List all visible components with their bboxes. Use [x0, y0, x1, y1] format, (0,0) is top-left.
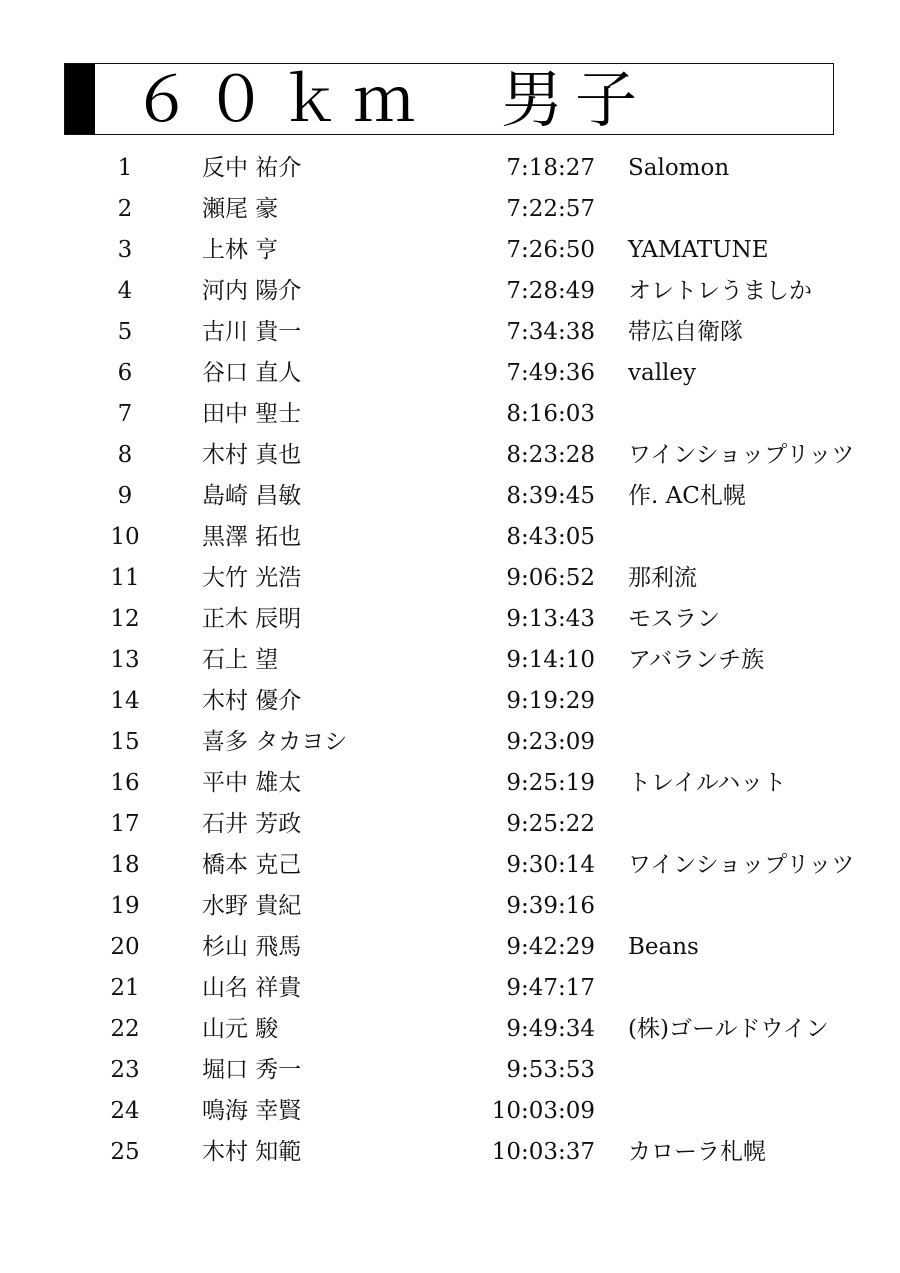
rank-cell: 16 [110, 770, 140, 796]
team-name: ワインショップリッツ [628, 852, 855, 878]
result-row [0, 640, 900, 681]
finish-time: 9:39:16 [506, 893, 595, 919]
finish-time: 9:47:17 [506, 975, 595, 1001]
result-row [0, 1132, 900, 1173]
runner-name: 大竹 光浩 [202, 565, 302, 591]
rank-cell: 8 [117, 442, 133, 468]
result-row [0, 312, 900, 353]
finish-time: 9:19:29 [506, 688, 595, 714]
title-accent-bar [65, 64, 95, 134]
runner-name: 正木 辰明 [202, 606, 302, 632]
finish-time: 9:53:53 [506, 1057, 595, 1083]
finish-time: 9:23:09 [506, 729, 595, 755]
result-row [0, 435, 900, 476]
runner-name: 石上 望 [202, 647, 279, 673]
result-row [0, 271, 900, 312]
finish-time: 7:26:50 [506, 237, 595, 263]
team-name: モスラン [628, 606, 720, 632]
rank-cell: 24 [110, 1098, 140, 1124]
rank-cell: 15 [110, 729, 140, 755]
finish-time: 8:16:03 [506, 401, 595, 427]
team-name: アバランチ族 [628, 647, 765, 673]
result-row [0, 353, 900, 394]
runner-name: 平中 雄太 [202, 770, 302, 796]
runner-name: 河内 陽介 [202, 278, 302, 304]
finish-time: 9:42:29 [506, 934, 595, 960]
finish-time: 9:06:52 [506, 565, 595, 591]
result-row [0, 763, 900, 804]
finish-time: 8:23:28 [506, 442, 595, 468]
finish-time: 9:13:43 [506, 606, 595, 632]
result-row [0, 599, 900, 640]
rank-cell: 19 [110, 893, 140, 919]
finish-time: 9:30:14 [506, 852, 595, 878]
result-row [0, 394, 900, 435]
runner-name: 田中 聖士 [202, 401, 302, 427]
finish-time: 7:28:49 [506, 278, 595, 304]
runner-name: 反中 祐介 [202, 155, 302, 181]
finish-time: 7:34:38 [506, 319, 595, 345]
rank-cell: 25 [110, 1139, 140, 1165]
runner-name: 木村 知範 [202, 1139, 302, 1165]
rank-cell: 22 [110, 1016, 140, 1042]
finish-time: 9:49:34 [506, 1016, 595, 1042]
runner-name: 鳴海 幸賢 [202, 1098, 302, 1124]
rank-cell: 10 [110, 524, 140, 550]
rank-cell: 9 [117, 483, 133, 509]
result-row [0, 1050, 900, 1091]
rank-cell: 4 [117, 278, 133, 304]
result-row [0, 558, 900, 599]
result-row [0, 722, 900, 763]
runner-name: 上林 亨 [202, 237, 279, 263]
result-row [0, 681, 900, 722]
runner-name: 古川 貴一 [202, 319, 302, 345]
title-box [64, 63, 834, 135]
runner-name: 木村 優介 [202, 688, 302, 714]
rank-cell: 6 [117, 360, 133, 386]
finish-time: 8:39:45 [506, 483, 595, 509]
rank-cell: 17 [110, 811, 140, 837]
finish-time: 8:43:05 [506, 524, 595, 550]
runner-name: 堀口 秀一 [202, 1057, 302, 1083]
result-row [0, 1009, 900, 1050]
finish-time: 10:03:09 [491, 1098, 595, 1124]
result-row [0, 927, 900, 968]
result-row [0, 189, 900, 230]
runner-name: 杉山 飛馬 [202, 934, 302, 960]
team-name: YAMATUNE [628, 237, 769, 263]
team-name: 作. AC札幌 [628, 483, 746, 509]
finish-time: 10:03:37 [491, 1139, 595, 1165]
rank-cell: 18 [110, 852, 140, 878]
rank-cell: 12 [110, 606, 140, 632]
result-row [0, 476, 900, 517]
result-row [0, 517, 900, 558]
result-row [0, 845, 900, 886]
team-name: (株)ゴールドウイン [628, 1016, 829, 1042]
runner-name: 橋本 克己 [202, 852, 302, 878]
team-name: valley [628, 360, 697, 386]
result-row [0, 968, 900, 1009]
runner-name: 木村 真也 [202, 442, 302, 468]
team-name: Beans [628, 934, 699, 960]
result-row [0, 1091, 900, 1132]
team-name: Salomon [628, 155, 730, 181]
team-name: ワインショップリッツ [628, 442, 855, 468]
runner-name: 水野 貴紀 [202, 893, 302, 919]
runner-name: 瀬尾 豪 [202, 196, 279, 222]
rank-cell: 11 [110, 565, 140, 591]
rank-cell: 21 [110, 975, 140, 1001]
page-title: ６０ｋｍ 男子 [131, 63, 650, 136]
runner-name: 谷口 直人 [202, 360, 302, 386]
team-name: トレイルハット [628, 770, 787, 796]
results-list [0, 148, 900, 1173]
result-row [0, 148, 900, 189]
rank-cell: 13 [110, 647, 140, 673]
rank-cell: 3 [117, 237, 133, 263]
result-row [0, 886, 900, 927]
runner-name: 喜多 タカヨシ [202, 729, 348, 755]
team-name: 那利流 [628, 565, 697, 591]
finish-time: 7:18:27 [506, 155, 595, 181]
rank-cell: 5 [117, 319, 133, 345]
team-name: カローラ札幌 [628, 1139, 766, 1165]
team-name: 帯広自衛隊 [628, 319, 743, 345]
finish-time: 9:25:19 [506, 770, 595, 796]
runner-name: 石井 芳政 [202, 811, 302, 837]
result-row [0, 230, 900, 271]
rank-cell: 1 [117, 155, 133, 181]
finish-time: 9:25:22 [506, 811, 595, 837]
finish-time: 7:49:36 [506, 360, 595, 386]
rank-cell: 7 [117, 401, 133, 427]
runner-name: 黒澤 拓也 [202, 524, 302, 550]
finish-time: 7:22:57 [506, 196, 595, 222]
finish-time: 9:14:10 [506, 647, 595, 673]
rank-cell: 2 [117, 196, 133, 222]
rank-cell: 23 [110, 1057, 140, 1083]
rank-cell: 20 [110, 934, 140, 960]
runner-name: 山元 駿 [202, 1016, 279, 1042]
result-row [0, 804, 900, 845]
rank-cell: 14 [110, 688, 140, 714]
team-name: オレトレうましか [628, 278, 812, 304]
runner-name: 山名 祥貴 [202, 975, 302, 1001]
runner-name: 島崎 昌敏 [202, 483, 302, 509]
